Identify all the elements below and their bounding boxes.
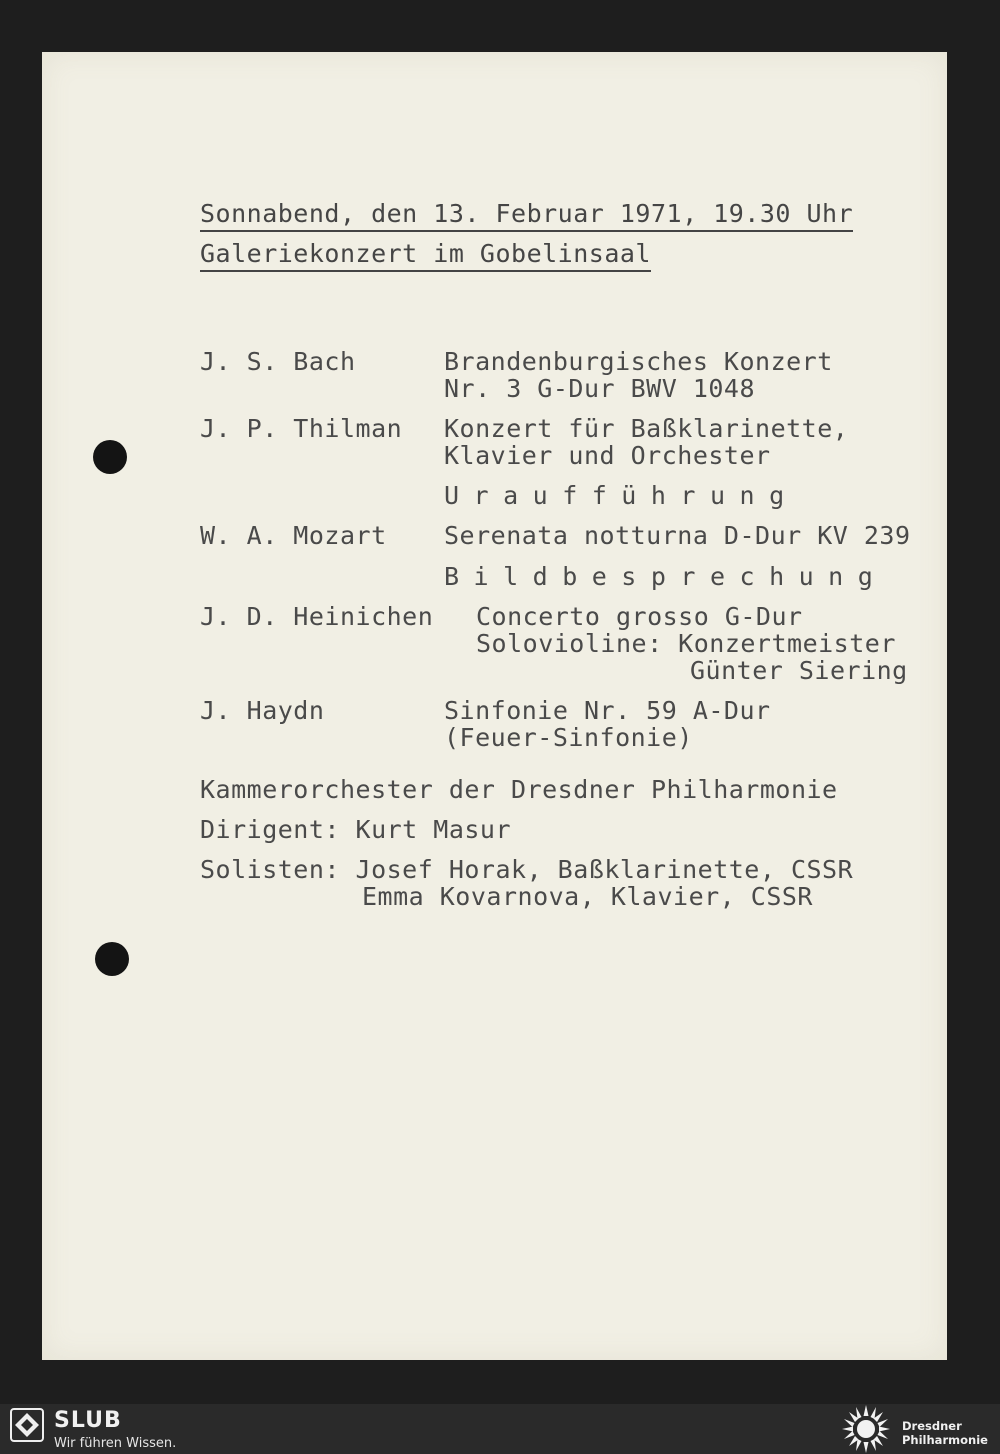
note-picture-discussion: Bildbesprechung [444, 562, 888, 591]
orchestra-line: Kammerorchester der Dresdner Philharmonie [200, 775, 838, 804]
concert-date-heading: Sonnabend, den 13. Februar 1971, 19.30 Uhr [200, 200, 853, 232]
work-mozart-line1: Serenata notturna D-Dur KV 239 [444, 521, 911, 550]
work-haydn-line2: (Feuer-Sinfonie) [444, 723, 693, 752]
work-heinichen-line1: Concerto grosso G-Dur [476, 602, 803, 631]
work-bach-line2: Nr. 3 G-Dur BWV 1048 [444, 374, 756, 403]
slub-logo-icon [10, 1408, 44, 1442]
work-heinichen-line3: Günter Siering [690, 656, 908, 685]
composer-haydn: J. Haydn [200, 696, 325, 725]
sunburst-icon [840, 1404, 892, 1454]
note-premiere: Uraufführung [444, 481, 799, 510]
dresdner-philharmonie-name-line1: Dresdner [902, 1419, 962, 1433]
work-bach-line1: Brandenburgisches Konzert [444, 347, 833, 376]
composer-heinichen: J. D. Heinichen [200, 602, 434, 631]
slub-name: SLUB [54, 1408, 122, 1433]
work-heinichen-line2: Solovioline: Konzertmeister [476, 629, 896, 658]
composer-thilman: J. P. Thilman [200, 414, 403, 443]
dresdner-philharmonie-name-line2: Philharmonie [902, 1433, 988, 1447]
conductor-line: Dirigent: Kurt Masur [200, 815, 512, 844]
slub-tagline: Wir führen Wissen. [54, 1436, 177, 1451]
work-thilman-line1: Konzert für Baßklarinette, [444, 414, 849, 443]
soloists-line1: Solisten: Josef Horak, Baßklarinette, CSSR [200, 855, 854, 884]
concert-title-heading: Galeriekonzert im Gobelinsaal [200, 240, 651, 272]
soloists-line2: Emma Kovarnova, Klavier, CSSR [362, 882, 813, 911]
punch-hole-bottom [95, 942, 129, 976]
composer-bach: J. S. Bach [200, 347, 356, 376]
work-thilman-line2: Klavier und Orchester [444, 441, 771, 470]
composer-mozart: W. A. Mozart [200, 521, 387, 550]
punch-hole-top [93, 440, 127, 474]
work-haydn-line1: Sinfonie Nr. 59 A-Dur [444, 696, 771, 725]
